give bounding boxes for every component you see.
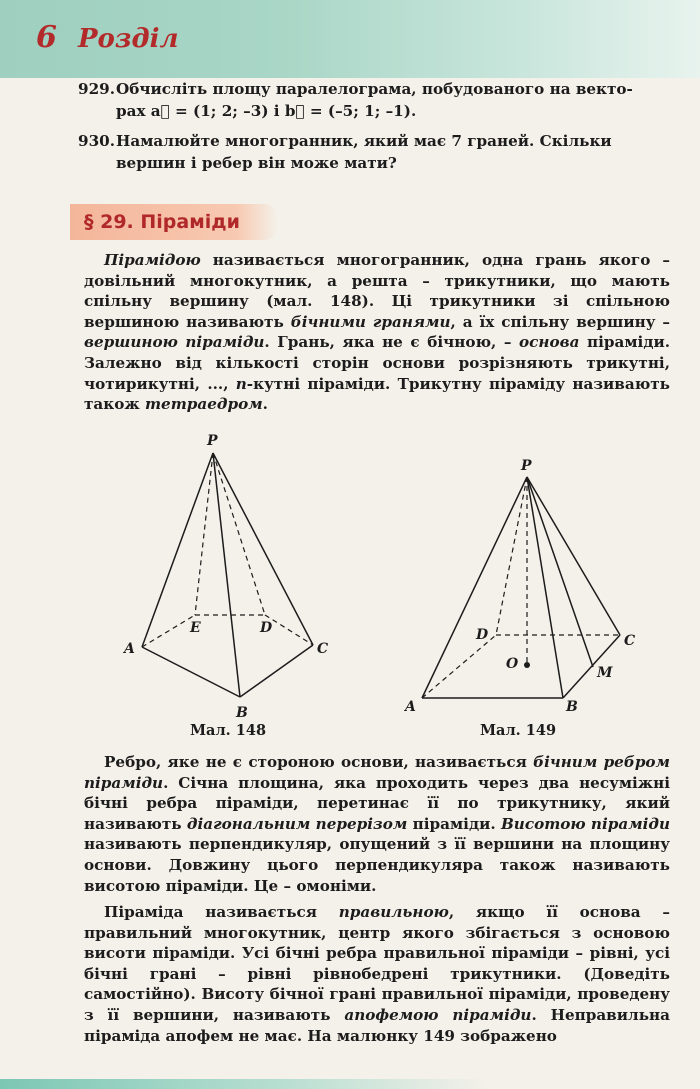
hidden-edge-AD bbox=[422, 635, 496, 698]
paragraph-definition: Пірамідою називається многогранник, одна грань якого – довільний многокутник, а решта – трикутники, що мають спільну вершину (мал. 148). Ці трикутники зі спільною вершиною називають бічними гранями, а їх спільну вершину – вершиною піраміди. Грань, яка не є бічною, – основа піраміди. Залежно від кількості сторін основи розрізняють трикутні, чотирикутні, ..., n-кутні піраміди. Трикутну піраміду називають також тетраедром. bbox=[84, 251, 671, 414]
label-D: D bbox=[476, 627, 489, 643]
lateral-edge-PB bbox=[213, 453, 240, 697]
exercise-text-line: вершин і ребер він може мати? bbox=[116, 154, 397, 172]
lateral-edge-PB bbox=[527, 477, 563, 698]
label-D: D bbox=[260, 620, 273, 636]
paragraph-lateral-edge: Ребро, яке не є стороною основи, називається бічним ребром піраміди. Січна площина, яка проходить через два несуміжні бічні ребра піраміди, перетинає її по трикутнику, який називають діагональним перерізом піраміди. Висотою піраміди називають перпендикуляр, опущений з її вершини на площину основи. Довжину цього перпендикуляра також називають висотою піраміди. Це – омоніми. bbox=[84, 753, 671, 895]
label-C: C bbox=[317, 641, 329, 657]
exercise-number: 930. bbox=[78, 132, 115, 150]
hidden-edge-PD bbox=[213, 453, 265, 615]
label-P: P bbox=[207, 433, 218, 449]
center-point-O bbox=[524, 662, 530, 668]
figure-148 bbox=[110, 425, 340, 725]
exercise-text-line: рах a⃗ = (1; 2; –3) і b⃗ = (–5; 1; –1). bbox=[116, 102, 417, 120]
label-M: M bbox=[597, 665, 613, 681]
lateral-edge-PC bbox=[213, 453, 313, 645]
caption-148: Мал. 148 bbox=[190, 722, 267, 739]
hidden-edge-PD bbox=[496, 477, 527, 635]
caption-149: Мал. 149 bbox=[480, 722, 557, 739]
section-title: § 29. Піраміди bbox=[84, 211, 240, 233]
lateral-edge-PA bbox=[142, 453, 213, 647]
hidden-edge-AE bbox=[142, 615, 195, 647]
figure-149 bbox=[400, 455, 650, 720]
label-A: A bbox=[405, 699, 416, 715]
chapter-word: Розділ bbox=[78, 24, 179, 54]
label-E: E bbox=[190, 620, 201, 636]
chapter-number: 6 bbox=[36, 20, 57, 55]
label-B: B bbox=[566, 699, 578, 715]
exercise-929 bbox=[78, 78, 668, 122]
label-C: C bbox=[624, 633, 636, 649]
exercise-text-line: Намалюйте многогранник, який має 7 граней. Скільки bbox=[116, 132, 612, 150]
term: Пірамідою bbox=[104, 251, 201, 269]
label-A: A bbox=[124, 641, 135, 657]
base-edge-BC bbox=[240, 645, 313, 697]
bottom-stripe bbox=[0, 1079, 700, 1089]
base-edge-AB bbox=[142, 647, 240, 697]
paragraph-regular-pyramid: Піраміда називається правильною, якщо її основа – правильний многокутник, центр якого збігається з основою висоти піраміди. Усі бічні ребра правильної піраміди – рівні, усі бічні грані – рівні рівнобедрені трикутники. (Доведіть самостійно). Висоту бічної грані правильної піраміди, проведену з її вершини, називають апофемою піраміди. Неправильна піраміда апофем не має. На малюнку 149 зображено bbox=[84, 903, 670, 1045]
exercise-930 bbox=[78, 130, 668, 174]
exercise-number: 929. bbox=[78, 80, 115, 98]
label-P: P bbox=[521, 458, 532, 474]
exercise-text-line: Обчисліть площу паралелограма, побудованого на векто- bbox=[116, 80, 633, 98]
label-O: O bbox=[506, 656, 519, 672]
label-B: B bbox=[236, 705, 248, 721]
